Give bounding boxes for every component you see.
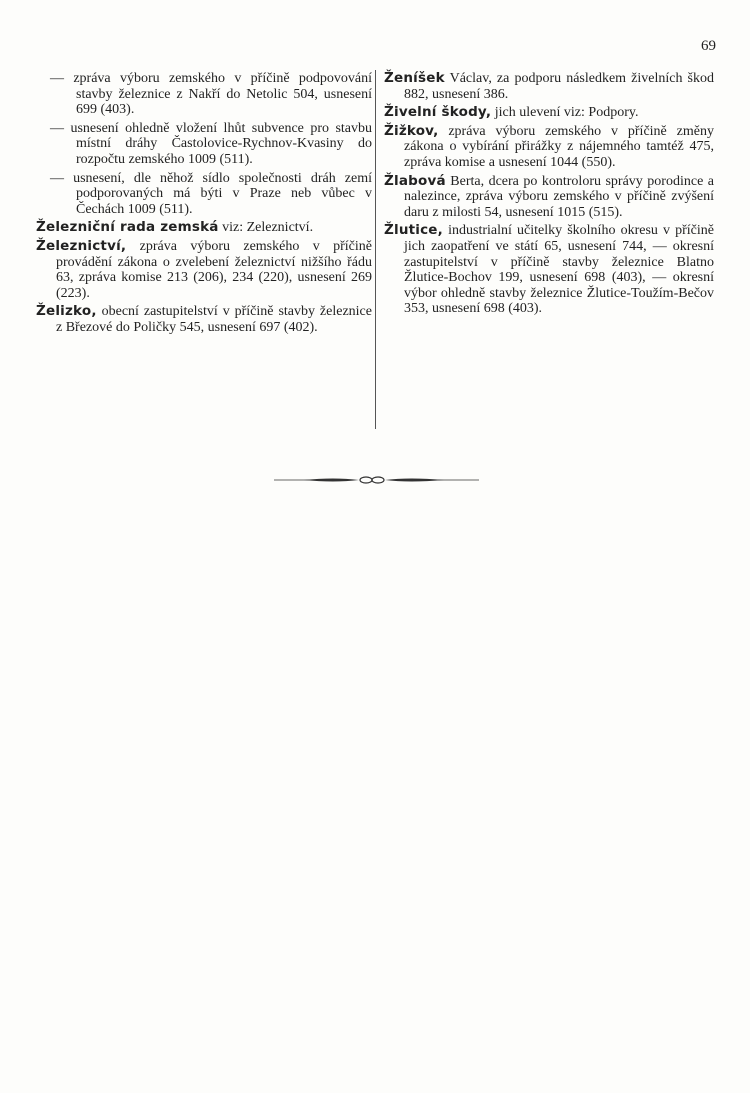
sub-entry: — zpráva výboru zemského v příčině podpovování stavby železnice z Nakří do Netolic 504, usnesení 699 (403). — [50, 71, 372, 118]
index-entry — [36, 239, 372, 301]
index-column-right — [384, 71, 714, 320]
entry-headword: Železnictví, — [36, 237, 127, 254]
index-entry — [36, 304, 372, 335]
index-entry — [36, 220, 372, 236]
decorative-rule-ornament — [274, 475, 479, 485]
index-entry — [384, 174, 714, 221]
entry-headword: Žlutice, — [384, 222, 443, 239]
entry-text: Berta, dcera po kontroloru správy porodince a nalezince, zpráva výboru zemského v příčině zvýšení daru z milosti 54, usnesení 1015 (515). — [404, 173, 714, 220]
index-entry — [384, 71, 714, 102]
entry-text: jich ulevení viz: Podpory. — [491, 105, 639, 121]
sub-entry: — usnesení ohledně vložení lhůt subvence pro stavbu místní dráhy Častolovice-Rychnov-Kvasiny do rozpočtu zemského 1009 (511). — [50, 120, 372, 167]
entry-headword: Žižkov, — [384, 122, 439, 139]
entry-text: zpráva výboru zemského v příčině provádění zákona o zvelebení železnictví nižšího řádu 63, zpráva komise 213 (206), 234 (220), usnesení 269 (223). — [56, 238, 372, 301]
entry-text: viz: Zeleznictví. — [218, 220, 314, 236]
entry-text: zpráva výboru zemského v příčině změny zákona o vybírání přirážky z nájemného tamtéž 475, zpráva komise a usnesení 1044 (550). — [404, 123, 714, 170]
entry-text: industrialní učitelky školního okresu v příčině jich zaopatření ve státí 65, usnesení 744, — okresní zastupitelství v příčině stavby železnice Blatno Žlutice-Bochov 199, usnesení 698 (403), — okresní výbor ohledně stavby železnice Žlutice-Toužím-Bečov 353, usnesení 698 (403). — [404, 223, 714, 317]
entry-text: Václav, za podporu následkem živelních škod 882, usnesení 386. — [404, 71, 714, 102]
index-column-left — [36, 71, 372, 339]
entry-text: obecní zastupitelství v příčině stavby železnice z Březové do Poličky 545, usnesení 697 (402). — [56, 304, 372, 335]
index-entry — [384, 105, 714, 121]
index-entry — [384, 223, 714, 317]
column-divider — [375, 70, 376, 429]
entry-headword: Žlabová — [384, 172, 446, 189]
entry-headword: Železniční rada zemská — [36, 219, 219, 236]
index-entry — [384, 124, 714, 171]
entry-headword: Živelní škody, — [384, 104, 492, 121]
entry-headword: Želizko, — [36, 303, 97, 320]
page-number: 69 — [701, 38, 716, 54]
entry-headword: Ženíšek — [384, 70, 445, 86]
sub-entry: — usnesení, dle něhož sídlo společnosti dráh zemí podporovaných má býti v Praze neb vůbec v Čechách 1009 (511). — [50, 170, 372, 217]
